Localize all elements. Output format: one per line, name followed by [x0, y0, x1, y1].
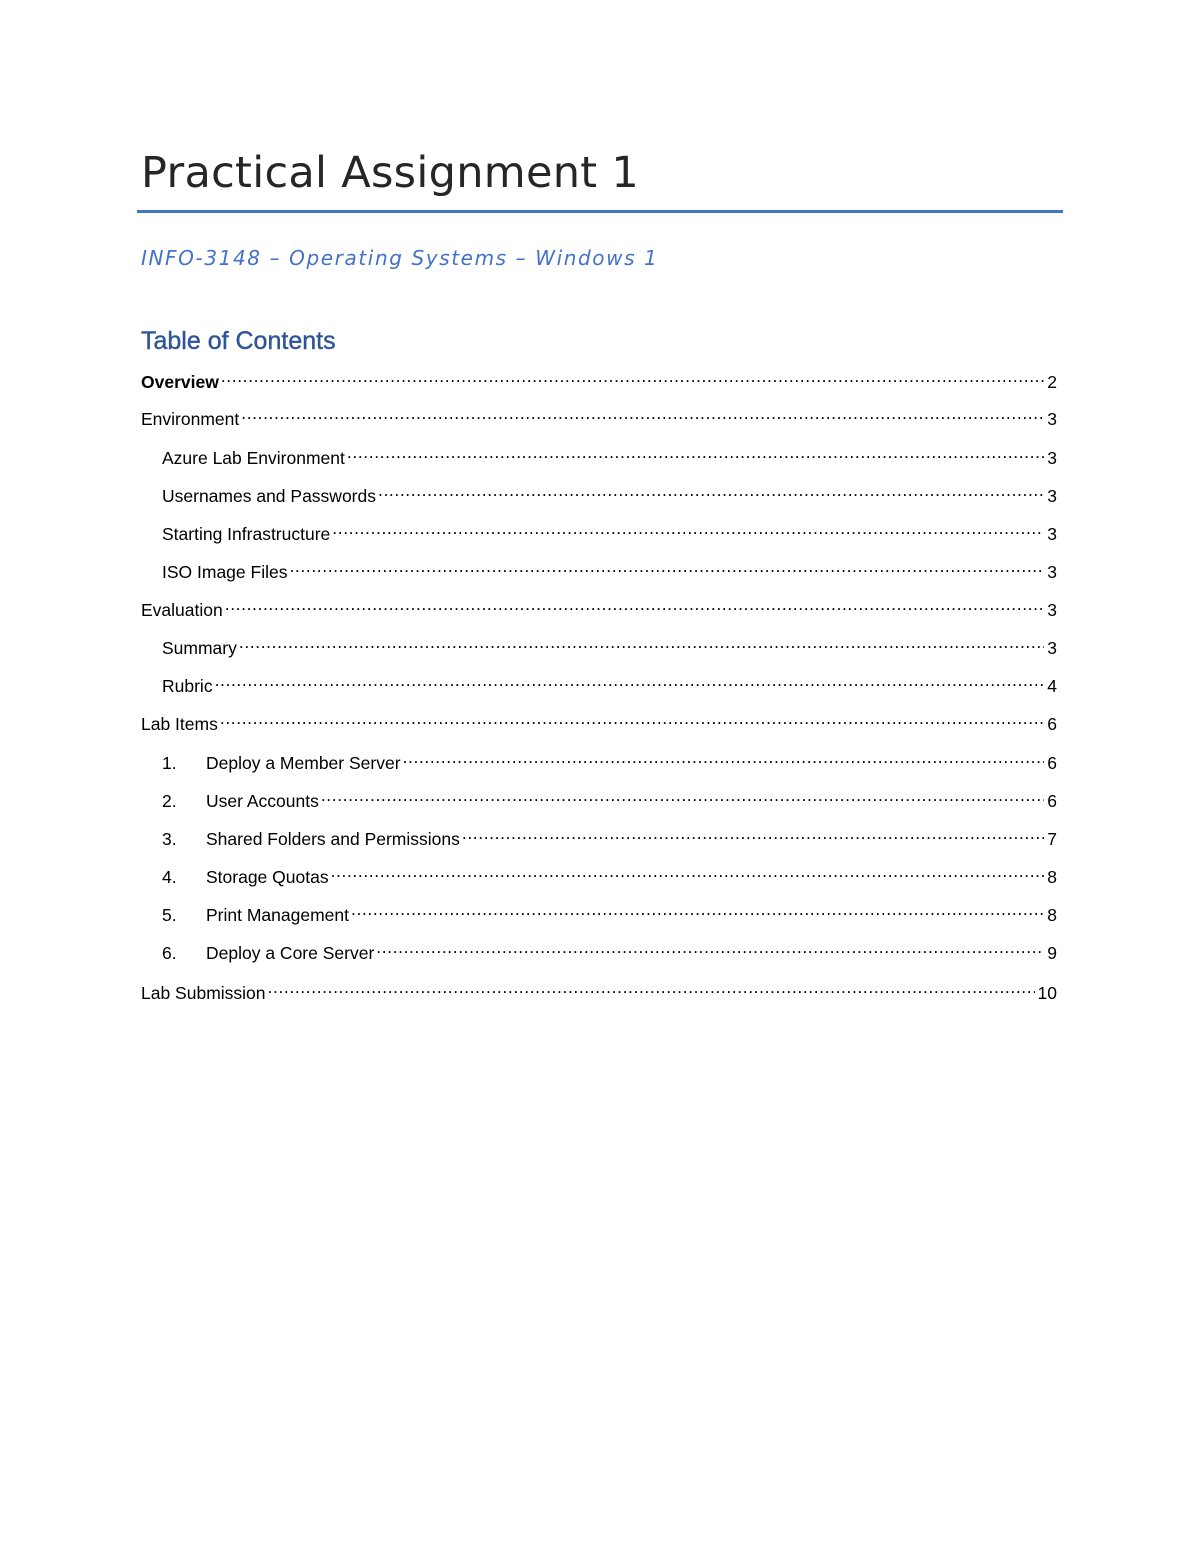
toc-entry-text: Environment — [141, 409, 240, 429]
toc-heading: Table of Contents — [141, 327, 336, 355]
toc-entry[interactable] — [162, 897, 1057, 925]
toc-entry-text: Usernames and Passwords — [162, 486, 376, 506]
toc-dot-leader — [241, 401, 1044, 425]
toc-entry-page-number: 6 — [1047, 791, 1057, 811]
toc-dot-leader — [331, 859, 1045, 883]
toc-entry-page-number: 3 — [1047, 448, 1057, 468]
toc-entry-number: 6. — [162, 943, 177, 963]
toc-entry-text: Lab Items — [141, 714, 218, 734]
toc-entry-page-number: 3 — [1047, 600, 1057, 620]
toc-entry[interactable] — [162, 745, 1057, 773]
toc-entry-number: 3. — [162, 829, 177, 849]
toc-entry-page-number: 4 — [1047, 676, 1057, 696]
toc-entry-page-number: 8 — [1047, 867, 1057, 887]
toc-entry-text: Deploy a Member Server — [206, 753, 401, 773]
toc-entry-page-number: 3 — [1047, 524, 1057, 544]
toc-entry[interactable] — [141, 706, 1057, 734]
toc-dot-leader — [403, 745, 1045, 769]
toc-entry-page-number: 7 — [1047, 829, 1057, 849]
toc-entry[interactable] — [141, 364, 1057, 392]
toc-dot-leader — [220, 706, 1044, 730]
toc-dot-leader — [321, 783, 1044, 807]
toc-entry-page-number: 2 — [1047, 372, 1057, 392]
toc-entry[interactable] — [162, 516, 1057, 544]
toc-entry-page-number: 6 — [1047, 753, 1057, 773]
toc-entry-number: 1. — [162, 753, 177, 773]
toc-dot-leader — [462, 821, 1044, 845]
toc-entry[interactable] — [162, 935, 1057, 963]
toc-entry-text: Storage Quotas — [206, 867, 329, 887]
toc-dot-leader — [351, 897, 1044, 921]
document-title: Practical Assignment 1 — [141, 148, 640, 198]
toc-entry-text: Shared Folders and Permissions — [206, 829, 460, 849]
toc-dot-leader — [268, 975, 1035, 999]
document-subtitle: INFO-3148 – Operating Systems – Windows 1 — [141, 246, 659, 270]
toc-entry-text: Evaluation — [141, 600, 223, 620]
toc-entry[interactable] — [162, 554, 1057, 582]
toc-entry-number: 4. — [162, 867, 177, 887]
toc-entry-page-number: 6 — [1047, 714, 1057, 734]
toc-dot-leader — [225, 592, 1045, 616]
title-underline — [137, 210, 1063, 213]
toc-entry-page-number: 8 — [1047, 905, 1057, 925]
toc-entry-page-number: 3 — [1047, 562, 1057, 582]
toc-entry-page-number: 3 — [1047, 638, 1057, 658]
toc-dot-leader — [378, 478, 1044, 502]
toc-entry-page-number: 3 — [1047, 486, 1057, 506]
toc-entry-text: Rubric — [162, 676, 213, 696]
toc-dot-leader — [239, 630, 1044, 654]
toc-entry-page-number: 9 — [1047, 943, 1057, 963]
toc-entry-page-number: 10 — [1037, 983, 1057, 1003]
toc-entry[interactable] — [162, 478, 1057, 506]
toc-entry-text: Summary — [162, 638, 237, 658]
toc-entry-text: Overview — [141, 372, 219, 392]
toc-dot-leader — [289, 554, 1044, 578]
toc-entry[interactable] — [162, 440, 1057, 468]
toc-entry[interactable] — [162, 783, 1057, 811]
toc-dot-leader — [215, 668, 1045, 692]
toc-entry-text: ISO Image Files — [162, 562, 288, 582]
toc-entry[interactable] — [141, 975, 1057, 1003]
toc-entry-page-number: 3 — [1047, 409, 1057, 429]
toc-entry-text: User Accounts — [206, 791, 319, 811]
toc-entry-text: Deploy a Core Server — [206, 943, 375, 963]
toc-dot-leader — [221, 364, 1044, 388]
toc-entry[interactable] — [162, 668, 1057, 696]
toc-entry-text: Print Management — [206, 905, 349, 925]
toc-entry-text: Azure Lab Environment — [162, 448, 345, 468]
toc-entry[interactable] — [141, 401, 1057, 429]
toc-entry-text: Lab Submission — [141, 983, 266, 1003]
toc-entry-text: Starting Infrastructure — [162, 524, 331, 544]
toc-entry[interactable] — [162, 630, 1057, 658]
toc-entry-number: 5. — [162, 905, 177, 925]
toc-entry[interactable] — [141, 592, 1057, 620]
toc-dot-leader — [332, 516, 1044, 540]
toc-entry[interactable] — [162, 821, 1057, 849]
toc-entry[interactable] — [162, 859, 1057, 887]
toc-dot-leader — [376, 935, 1044, 959]
toc-dot-leader — [347, 440, 1044, 464]
toc-entry-number: 2. — [162, 791, 177, 811]
